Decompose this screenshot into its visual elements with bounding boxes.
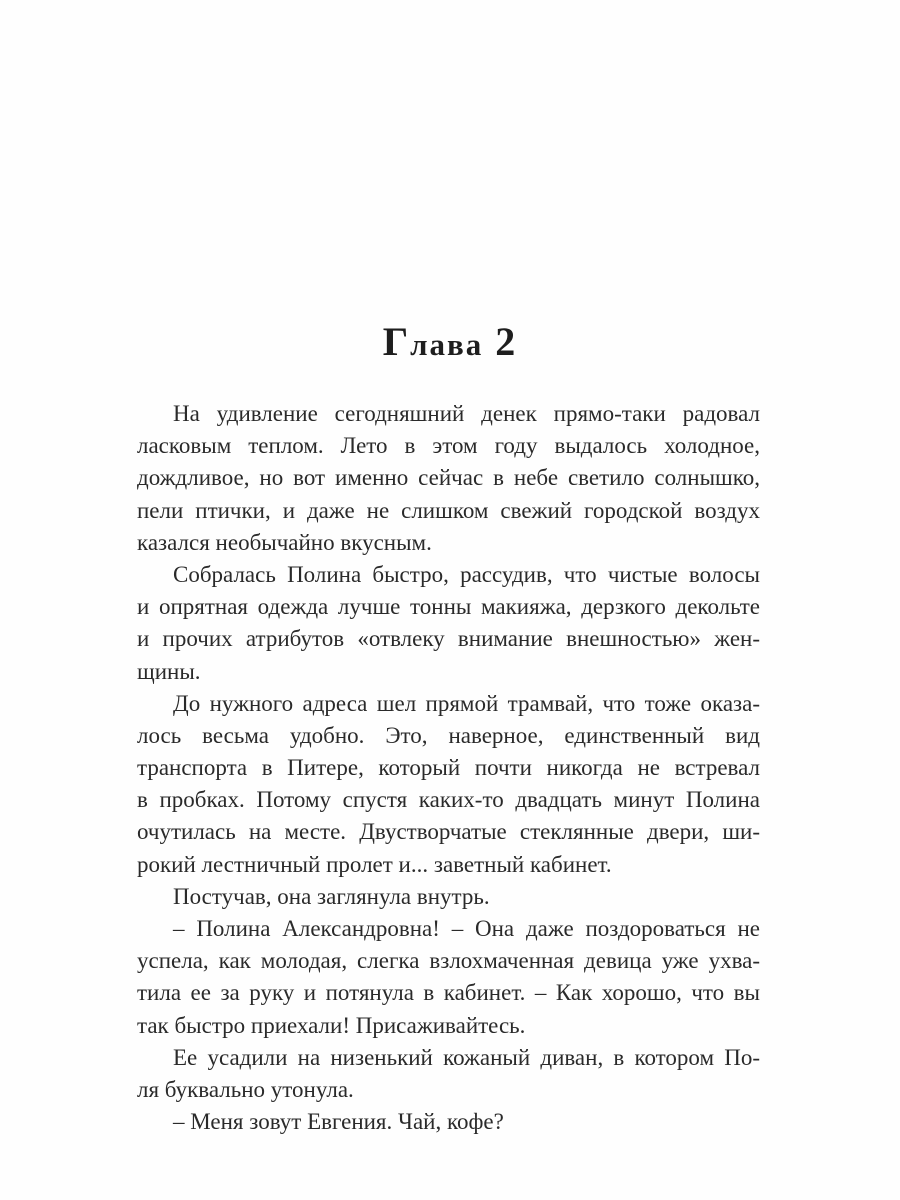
text-line: щины. [137, 658, 201, 684]
text-line: – Полина Александровна! – Она даже поздороваться не [173, 916, 760, 941]
text-line: успела, как молодая, слегка взлохмаченная девица уже ухва- [137, 948, 760, 974]
text-line: казался необычайно вкусным. [137, 529, 432, 555]
text-line: так быстро приехали! Присаживайтесь. [137, 1012, 526, 1038]
text-line: Собралась Полина быстро, рассудив, что чистые волосы [173, 561, 760, 587]
text-line: Постучав, она заглянула внутрь. [173, 883, 490, 909]
chapter-title-word: лава [410, 327, 484, 362]
chapter-number: 2 [495, 319, 518, 364]
text-line: очутилась на месте. Двустворчатые стеклянные двери, ши- [137, 819, 760, 845]
text-line: – Меня зовут Евгения. Чай, кофе? [173, 1109, 504, 1135]
text-line: рокий лестничный пролет и... заветный кабинет. [137, 851, 612, 877]
text-line: Ее усадили на низенький кожаный диван, в котором По- [173, 1044, 760, 1070]
text-line: в пробках. Потому спустя каких-то двадцать минут Полина [137, 787, 760, 813]
text-line: лось весьма удобно. Это, наверное, единственный вид [137, 722, 760, 748]
chapter-body-text [137, 398, 760, 1138]
text-line: пели птички, и даже не слишком свежий городской воздух [137, 497, 760, 523]
text-line: и прочих атрибутов «отвлеку внимание внешностью» жен- [137, 626, 760, 652]
text-line: ласковым теплом. Лето в этом году выдалось холодное, [137, 433, 760, 459]
text-line: На удивление сегодняшний денек прямо-таки радовал [173, 401, 760, 426]
text-line: ля буквально утонула. [137, 1076, 354, 1102]
text-line: дождливое, но вот именно сейчас в небе светило солнышко, [137, 465, 760, 491]
chapter-title-initial: Г [382, 319, 411, 364]
text-line: До нужного адреса шел прямой трамвай, что тоже оказа- [173, 690, 760, 716]
text-line: транспорта в Питере, который почти никогда не встревал [137, 755, 760, 781]
text-line: тила ее за руку и потянула в кабинет. – Как хорошо, что вы [137, 980, 760, 1006]
text-line: и опрятная одежда лучше тонны макияжа, дерзкого декольте [137, 594, 760, 620]
chapter-title [0, 318, 900, 365]
